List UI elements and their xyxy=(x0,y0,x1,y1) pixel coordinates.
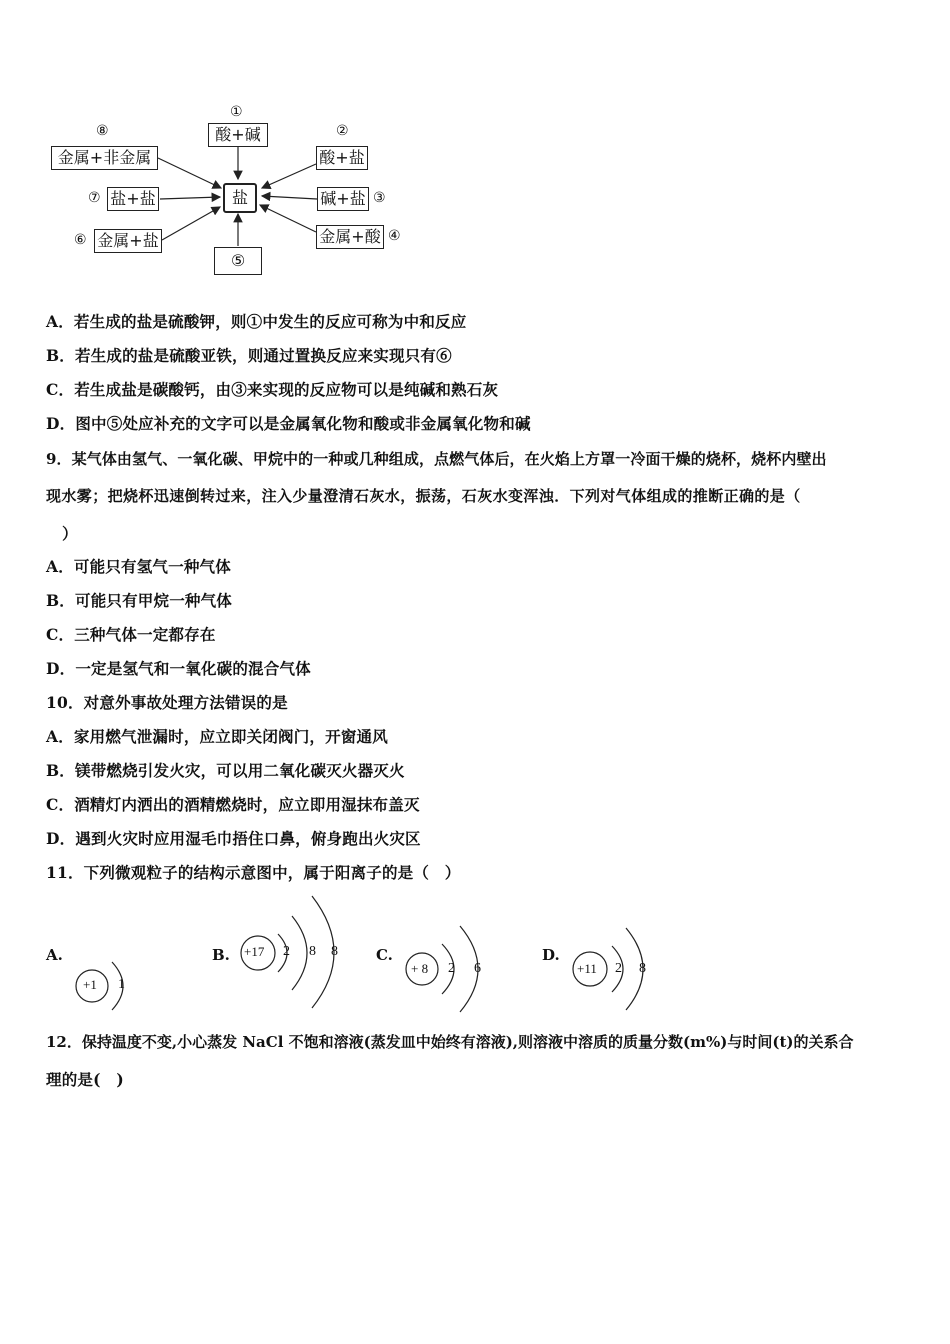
atom-d-nucleus: +11 xyxy=(577,961,597,976)
q10-option-a: A．家用燃气泄漏时，应立即关闭阀门，开窗通风 xyxy=(46,727,388,746)
q12-stem-line2: 理的是( ) xyxy=(46,1070,124,1089)
box-salt-salt: 盐+盐 xyxy=(107,187,159,211)
q10-option-b: B．镁带燃烧引发火灾，可以用二氧化碳灭火器灭火 xyxy=(46,761,405,780)
atom-a-shell-1-count: 1 xyxy=(118,977,125,992)
box-metal-acid: 金属+酸 xyxy=(316,225,384,249)
atom-b-shell-2-count: 8 xyxy=(309,944,316,959)
atom-b-shell-3-count: 8 xyxy=(331,944,338,959)
q9-option-d: D．一定是氢气和一氧化碳的混合气体 xyxy=(46,659,311,678)
label-6: ⑥ xyxy=(74,232,87,248)
q9-option-c: C．三种气体一定都存在 xyxy=(46,625,216,644)
label-3: ③ xyxy=(373,190,386,206)
q10-option-c: C．酒精灯内洒出的酒精燃烧时，应立即用湿抹布盖灭 xyxy=(46,795,420,814)
atom-c-label: C. xyxy=(376,946,393,964)
box-base-salt: 碱+盐 xyxy=(317,187,369,211)
q8-option-a: A．若生成的盐是硫酸钾，则①中发生的反应可称为中和反应 xyxy=(46,312,467,331)
atom-d-label: D. xyxy=(542,946,560,964)
box-blank-5: ⑤ xyxy=(214,247,262,275)
atom-c-shell-1-count: 2 xyxy=(448,961,455,976)
label-8: ⑧ xyxy=(96,123,109,139)
q8-option-c: C．若生成盐是碳酸钙，由③来实现的反应物可以是纯碱和熟石灰 xyxy=(46,380,499,399)
arrow-6 xyxy=(162,207,220,240)
q9-stem-line2: 现水雾；把烧杯迅速倒转过来，注入少量澄清石灰水，振荡，石灰水变浑浊．下列对气体组成的推断正确的是（ xyxy=(46,487,801,505)
q12-stem-line1: 12．保持温度不变,小心蒸发 NaCl 不饱和溶液(蒸发皿中始终有溶液),则溶液中溶质的质量分数(m%)与时间(t)的关系合 xyxy=(46,1033,854,1051)
box-metal-nonmetal: 金属+非金属 xyxy=(51,146,158,170)
atom-d-shell-2-count: 8 xyxy=(639,961,646,976)
box-acid-salt: 酸+盐 xyxy=(316,146,368,170)
label-2: ② xyxy=(336,123,349,139)
q9-stem-line3: ） xyxy=(62,524,78,543)
atom-c-shell-2-count: 6 xyxy=(474,961,481,976)
atom-c-nucleus: + 8 xyxy=(411,961,429,976)
label-7: ⑦ xyxy=(88,190,101,206)
q9-stem-line1: 9．某气体由氢气、一氧化碳、甲烷中的一种或几种组成，点燃气体后，在火焰上方罩一冷面干燥的烧杯，烧杯内壁出 xyxy=(46,450,827,468)
atom-b-shell-2 xyxy=(292,916,307,990)
label-4: ④ xyxy=(388,228,401,244)
q10-option-d: D．遇到火灾时应用湿毛巾捂住口鼻，俯身跑出火灾区 xyxy=(46,829,421,848)
q8-option-b: B．若生成的盐是硫酸亚铁，则通过置换反应来实现只有⑥ xyxy=(46,346,452,365)
arrow-8 xyxy=(158,158,221,188)
arrow-2 xyxy=(262,164,316,188)
atom-a-label: A. xyxy=(46,946,63,964)
atom-d-shell-1-count: 2 xyxy=(615,961,622,976)
q11-stem: 11．下列微观粒子的结构示意图中，属于阳离子的是（ ） xyxy=(46,863,461,882)
arrow-7 xyxy=(160,197,220,199)
label-1: ① xyxy=(230,104,243,120)
q10-stem: 10．对意外事故处理方法错误的是 xyxy=(46,693,288,712)
atom-b-nucleus: +17 xyxy=(244,944,265,959)
atom-b-shell-1-count: 2 xyxy=(283,944,290,959)
atom-a-nucleus: +1 xyxy=(83,977,97,992)
box-metal-salt: 金属+盐 xyxy=(94,229,162,253)
q9-option-b: B．可能只有甲烷一种气体 xyxy=(46,591,233,610)
box-acid-base: 酸+碱 xyxy=(208,123,268,147)
q8-option-d: D．图中⑤处应补充的文字可以是金属氧化物和酸或非金属氧化物和碱 xyxy=(46,414,531,433)
atom-b-label: B. xyxy=(212,946,230,964)
atom-shell-arcs xyxy=(0,890,950,1020)
center-salt-box: 盐 xyxy=(223,183,257,213)
arrow-3 xyxy=(262,196,317,199)
arrow-4 xyxy=(260,205,316,232)
q9-option-a: A．可能只有氢气一种气体 xyxy=(46,557,231,576)
